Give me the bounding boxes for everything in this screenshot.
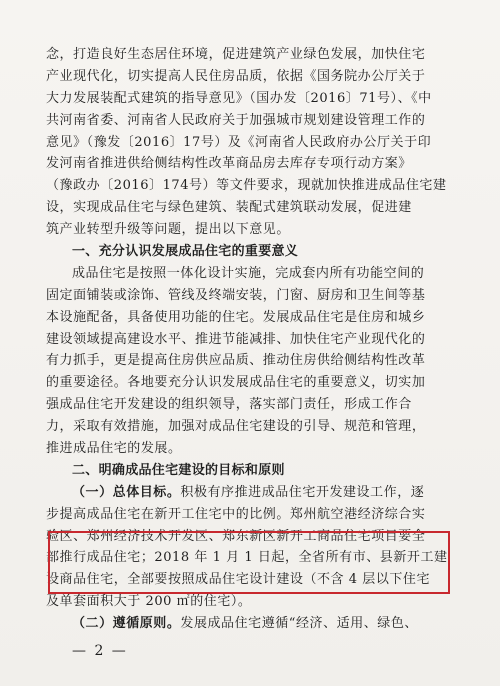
highlighted-text-line: 部推行成品住宅；2018 年 1 月 1 日起，全省所有市、县新开工建 bbox=[46, 550, 448, 566]
text-line: 成品住宅是按照一体化设计实施，完成套内所有功能空间的 bbox=[72, 265, 425, 281]
text-run: 积极有序推进成品住宅开发建设工作，逐 bbox=[180, 484, 425, 500]
text-line: 大力发展装配式建筑的指导意见》（国办发〔2016〕71号）、《中 bbox=[46, 90, 432, 106]
section-heading: 一、充分认识发展成品住宅的重要意义 bbox=[72, 244, 299, 260]
text-line: 的重要途径。各地要充分认识发展成品住宅的重要意义，切实加 bbox=[46, 375, 426, 391]
text-line: 推进成品住宅的发展。 bbox=[46, 441, 182, 457]
text-line: 筑产业转型升级等问题，提出以下意见。 bbox=[46, 222, 290, 238]
text-line: 念，打造良好生态居住环境，促进建筑产业绿色发展，加快住宅 bbox=[46, 47, 426, 62]
red-highlight-box bbox=[48, 531, 450, 594]
text-line: 本设施配备，具备使用功能的住宅。发展成品住宅是住房和城乡 bbox=[46, 309, 426, 325]
text-line: 建设领域提高建设水平、推进节能减排、加快住宅产业现代化的 bbox=[46, 331, 426, 347]
page-number-text: — 2 — bbox=[72, 643, 128, 659]
text-run: 发展成品住宅遵循“经济、适用、绿色、 bbox=[180, 616, 418, 632]
text-line: 强成品住宅开发建设的组织领导，落实部门责任，形成工作合 bbox=[46, 397, 412, 413]
text-line: 设，实现成品住宅与绿色建筑、装配式建筑联动发展，促进建 bbox=[46, 200, 412, 216]
text-line: （豫政办〔2016〕174号）等文件要求，现就加快推进成品住宅建 bbox=[46, 178, 447, 194]
text-line: 固定面铺装或涂饰、管线及终端安装，门窗、厨房和卫生间等基 bbox=[46, 287, 426, 303]
subsection-label: （二）遵循原则。 bbox=[72, 616, 181, 632]
text-line bbox=[46, 482, 456, 504]
text-line: 验区、郑州经济技术开发区、郑东新区新开工商品住宅项目要全 bbox=[46, 528, 426, 544]
text-line: 步提高成品住宅在新开工住宅中的比例。郑州航空港经济综合实 bbox=[46, 506, 426, 522]
text-line: 共河南省委、河南省人民政府关于加强城市规划建设管理工作的 bbox=[46, 112, 426, 128]
subsection-label: （一）总体目标。 bbox=[72, 484, 181, 500]
text-line: 意见》（豫发〔2016〕17号）及《河南省人民政府办公厅关于印 bbox=[46, 134, 432, 150]
text-line: 有力抓手，更是提高住房供应品质、推动住房供给侧结构性改革 bbox=[46, 353, 426, 369]
text-line: 发河南省推进供给侧结构性改革商品房去库存专项行动方案》 bbox=[46, 156, 412, 172]
highlighted-text-line: 及单套面积大于 200 ㎡的住宅）。 bbox=[46, 594, 252, 610]
text-line: 力，采取有效措施，加强对成品住宅建设的引导、规范和管理， bbox=[46, 419, 426, 435]
highlighted-text-line: 设商品住宅，全部要按照成品住宅设计建设（不含 4 层以下住宅 bbox=[46, 572, 431, 588]
text-line bbox=[46, 613, 456, 635]
section-heading: 二、明确成品住宅建设的目标和原则 bbox=[72, 462, 285, 478]
text-line: 产业现代化，切实提高人民住房品质，依据《国务院办公厅关于 bbox=[46, 68, 426, 84]
